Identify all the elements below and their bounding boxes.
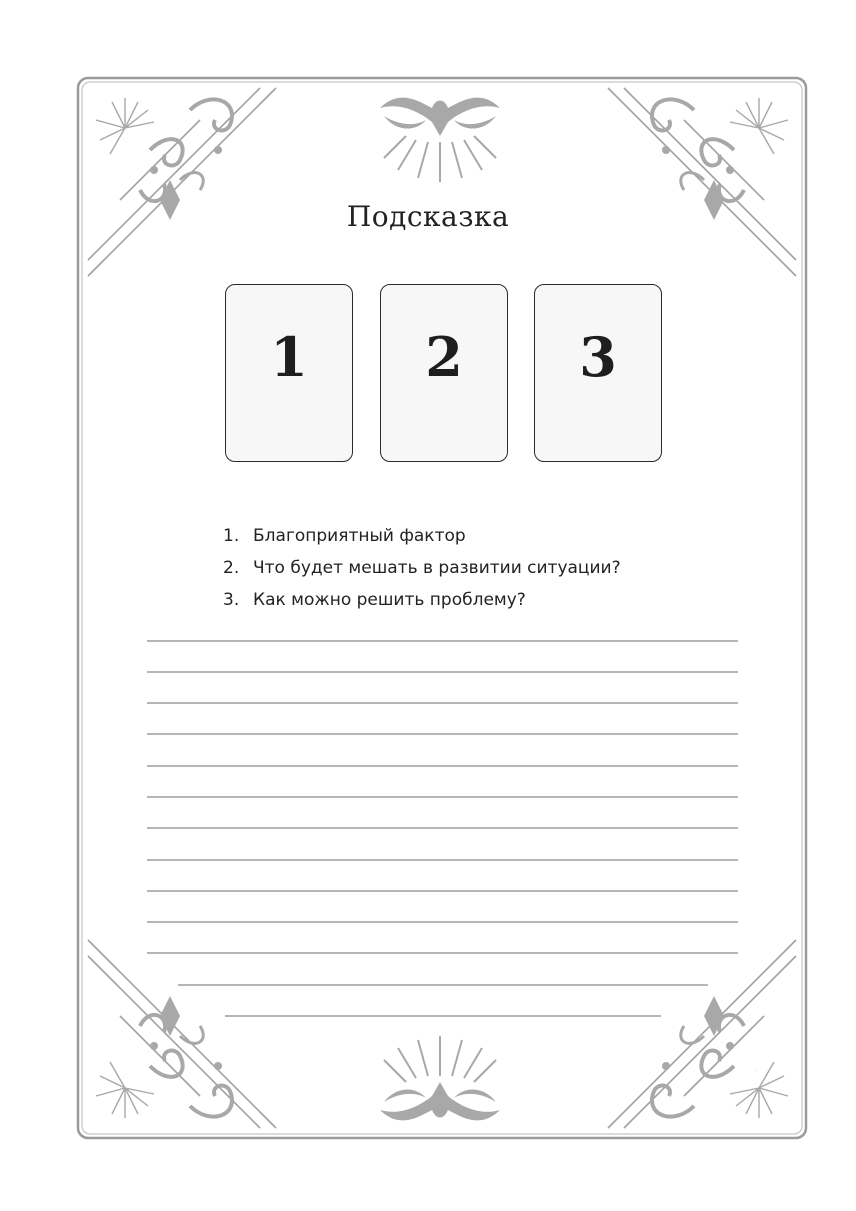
sunburst-top-ornament	[380, 98, 500, 182]
writing-lines	[147, 641, 738, 1016]
list-item-text: Благоприятный фактор	[253, 526, 466, 546]
card-position-3	[534, 284, 662, 462]
sunburst-bottom-ornament	[380, 1036, 500, 1120]
corner-ornament-top-right	[608, 88, 796, 276]
card-spread	[225, 284, 665, 462]
corner-ornament-top-left	[88, 88, 276, 276]
card-number: 3	[579, 325, 617, 389]
card-number: 2	[425, 325, 463, 389]
card-position-2	[380, 284, 508, 462]
page-title: Подсказка	[346, 200, 510, 233]
list-item-text: Как можно решить проблему?	[253, 590, 526, 610]
list-item-number: 1.	[223, 526, 240, 546]
list-item	[223, 522, 621, 554]
list-item	[223, 586, 621, 618]
list-item-text: Что будет мешать в развитии ситуации?	[253, 558, 621, 578]
list-item	[223, 554, 621, 586]
list-item-number: 3.	[223, 590, 240, 610]
question-list	[223, 522, 621, 618]
corner-ornament-bottom-right	[608, 940, 796, 1128]
corner-ornament-bottom-left	[88, 940, 276, 1128]
list-item-number: 2.	[223, 558, 240, 578]
card-position-1	[225, 284, 353, 462]
card-number: 1	[270, 325, 308, 389]
